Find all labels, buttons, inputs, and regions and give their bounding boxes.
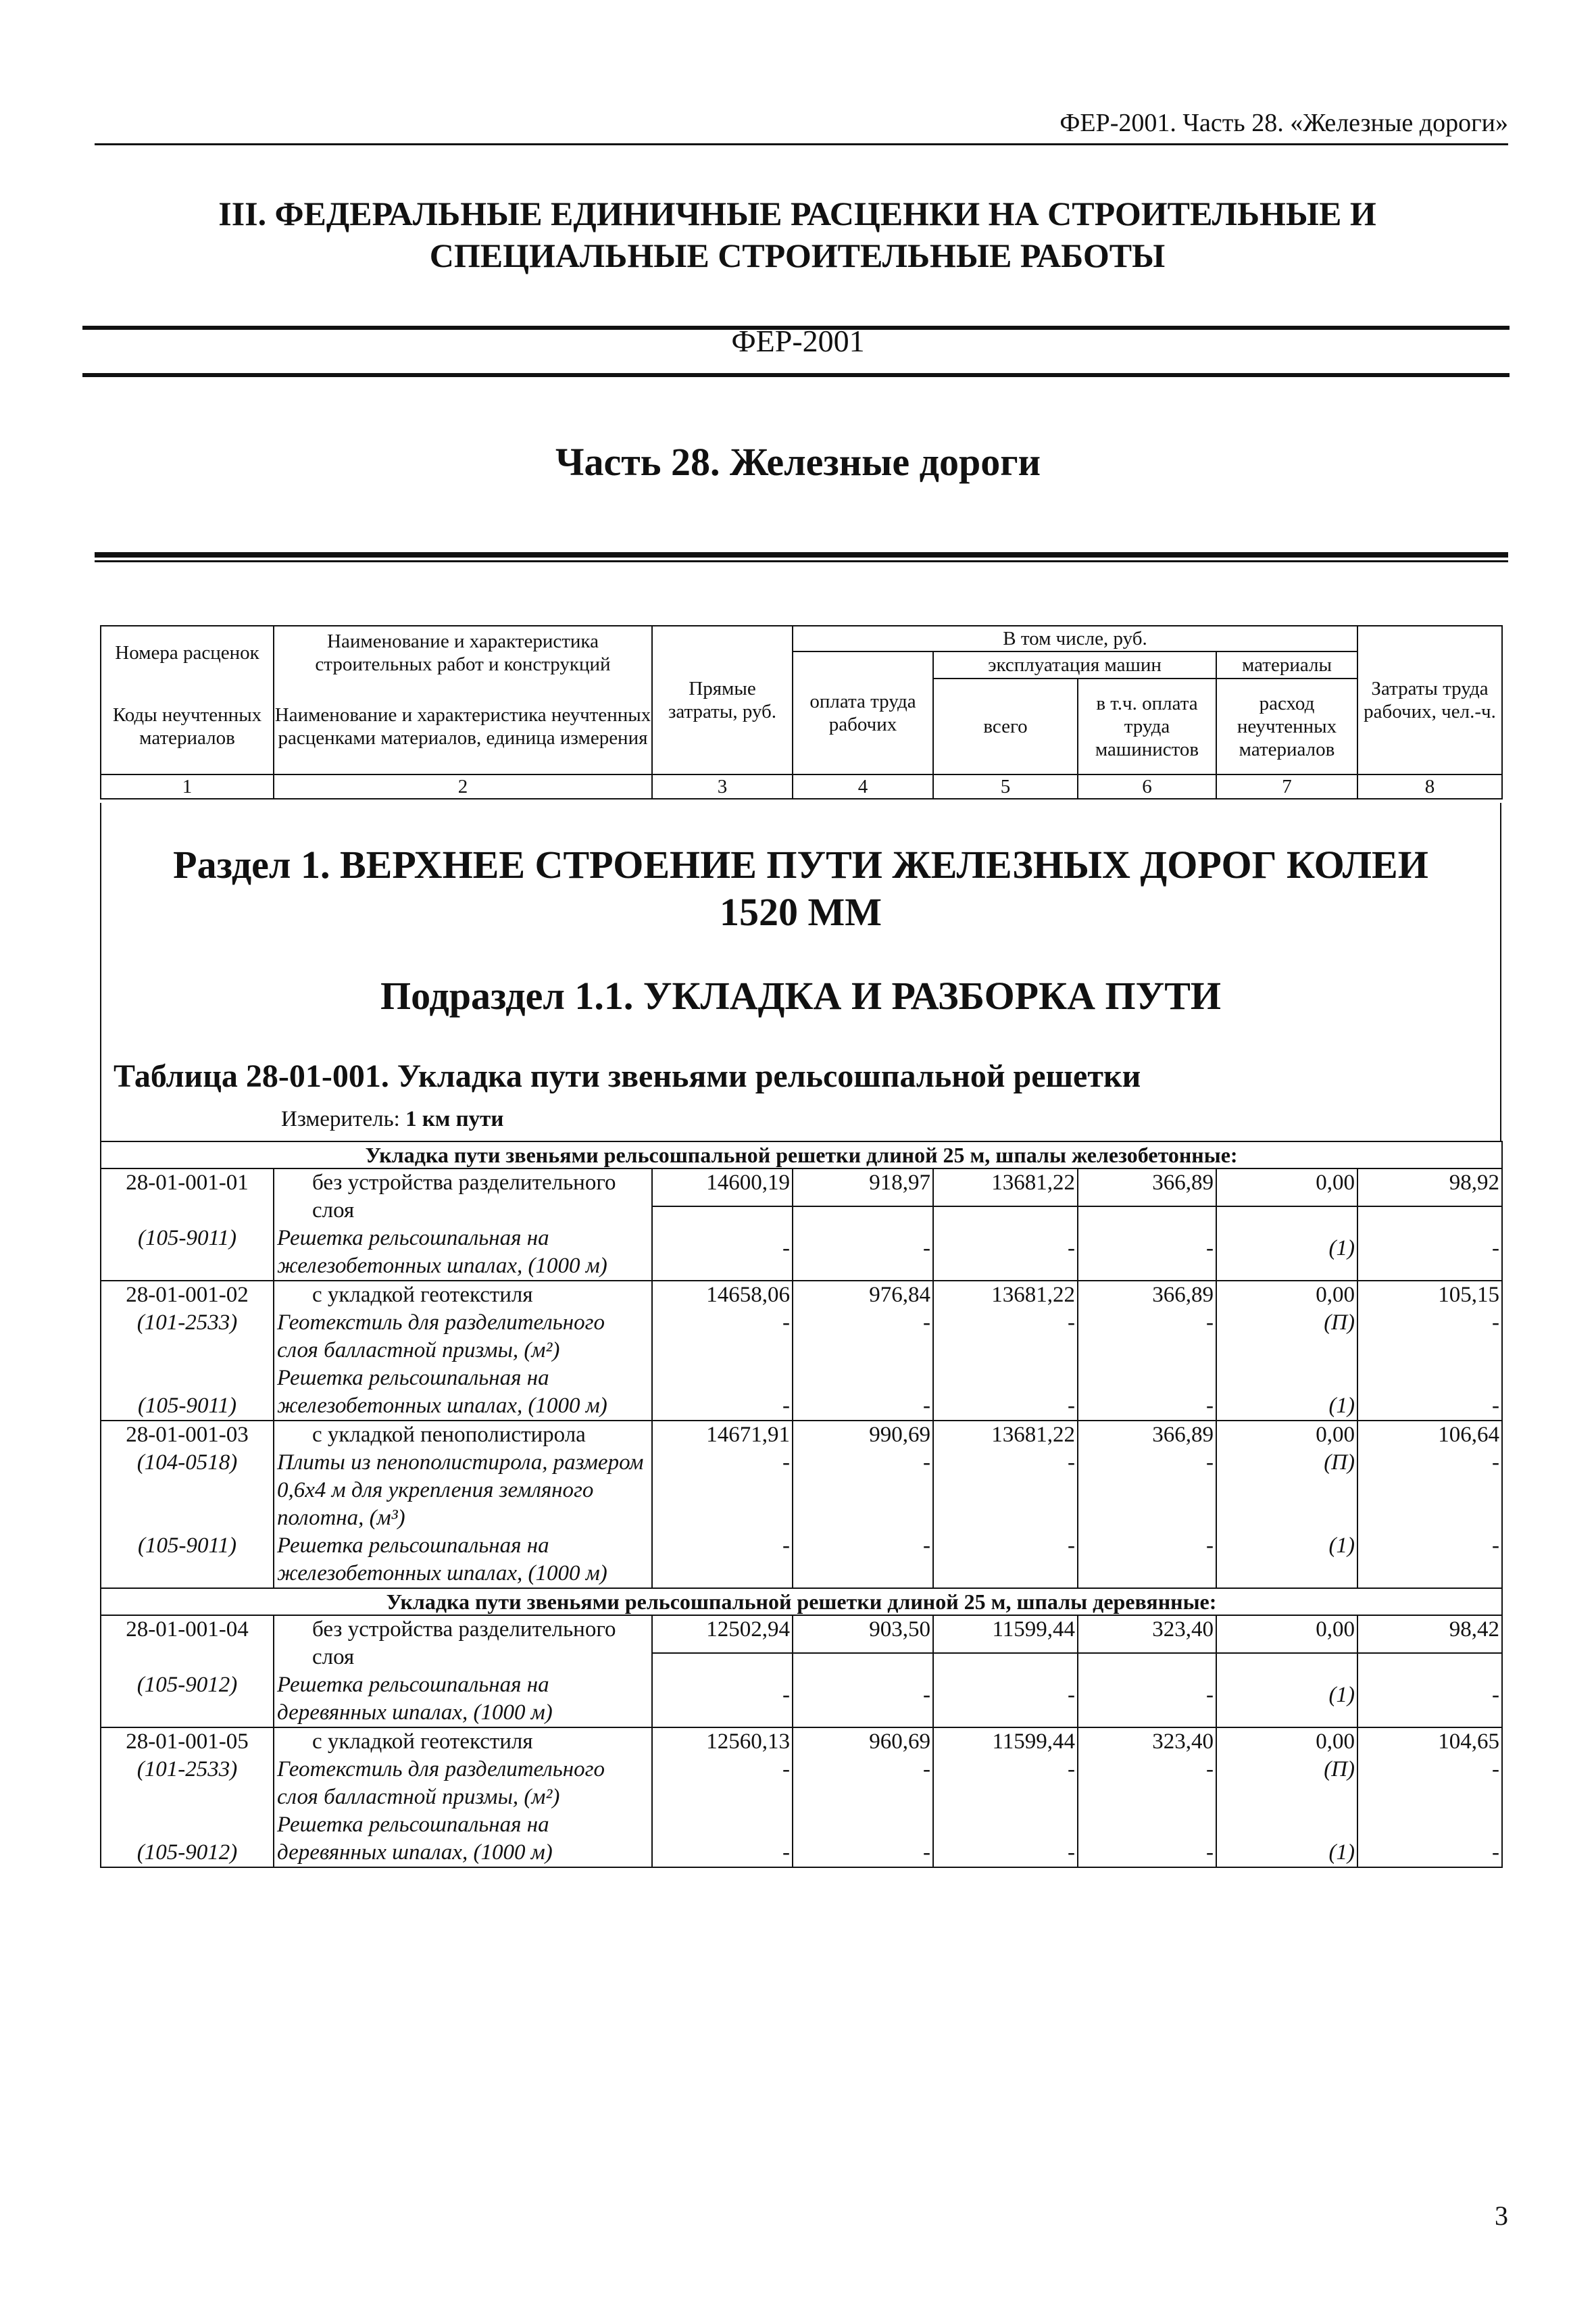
labor-hours-cell [1357, 1281, 1502, 1421]
material-cell: - [1068, 1840, 1075, 1865]
material-cell: - [782, 1310, 790, 1335]
material-cell: (П) [1324, 1757, 1355, 1781]
material-cell: - [933, 1206, 1078, 1281]
material-cell: - [1492, 1840, 1500, 1865]
direct-costs-cell [652, 1281, 793, 1421]
machinist-pay: 366,89 [1152, 1283, 1214, 1307]
material-cell: - [782, 1450, 790, 1475]
hdr-machines: эксплуатация машин [933, 651, 1216, 679]
double-rule-thin [95, 560, 1508, 562]
material-cell: (П) [1324, 1310, 1355, 1335]
col-number: 2 [274, 774, 652, 799]
table-row [101, 1168, 1502, 1206]
worker-pay: 918,97 [793, 1168, 933, 1206]
material-cell: - [1206, 1394, 1214, 1418]
material-cell: - [1068, 1394, 1075, 1418]
material-cell: - [782, 1394, 790, 1418]
material-cell: - [1206, 1757, 1214, 1781]
hdr-work-name: Наименование и характеристика строительных работ и конструкций [274, 626, 652, 679]
hdr-machinist-pay: в т.ч. оплата труда машинистов [1078, 679, 1216, 774]
machinist-pay: 366,89 [1152, 1423, 1214, 1447]
worker-pay: 976,84 [869, 1283, 930, 1307]
rate-name: без устройства разделительного слоя [312, 1171, 616, 1223]
unit-label [281, 1107, 503, 1132]
col-number: 1 [101, 774, 274, 799]
rate-code: 28-01-001-01 [126, 1171, 249, 1195]
material-cell: - [1068, 1533, 1075, 1558]
machines-total-cell [933, 1421, 1078, 1588]
description-cell [274, 1727, 652, 1867]
hdr-including: В том числе, руб. [793, 626, 1357, 651]
material-cell: - [1206, 1310, 1214, 1335]
worker-pay-cell [793, 1421, 933, 1588]
hdr-labor-hours: Затраты труда рабочих, чел.-ч. [1357, 626, 1502, 774]
rate-code-cell [101, 1168, 274, 1281]
description-cell [274, 1615, 652, 1727]
material-cell: - [1206, 1840, 1214, 1865]
machines-total-cell [933, 1281, 1078, 1421]
direct-costs-cell [652, 1421, 793, 1588]
materials: 0,00 [1216, 1615, 1357, 1653]
hdr-unaccounted-materials: расход неучтенных материалов [1216, 679, 1357, 774]
description-cell [274, 1421, 652, 1588]
razdel-title-line2: 1520 ММ [720, 890, 882, 934]
worker-pay: 960,69 [869, 1729, 930, 1754]
material-cell: - [782, 1533, 790, 1558]
material-cell: (1) [1328, 1840, 1355, 1865]
rate-code: 28-01-001-04 [126, 1617, 249, 1642]
podrazdel-title: Подраздел 1.1. УКЛАДКА И РАЗБОРКА ПУТИ [380, 974, 1222, 1018]
material-cell: - [1068, 1757, 1075, 1781]
part-title: Часть 28. Железные дороги [555, 440, 1041, 484]
materials: 0,00 [1216, 1168, 1357, 1206]
machinist-pay-cell [1078, 1421, 1216, 1588]
material-cell: (1) [1216, 1206, 1357, 1281]
hdr-machines-total: всего [933, 679, 1078, 774]
material-cell: - [1078, 1653, 1216, 1727]
rate-code: 28-01-001-03 [126, 1423, 249, 1447]
materials: 0,00 [1316, 1729, 1355, 1754]
material-cell: - [933, 1653, 1078, 1727]
rate-code-cell [101, 1727, 274, 1867]
material-code: (101-2533) [136, 1310, 238, 1335]
rate-code-cell [101, 1281, 274, 1421]
razdel-title-line1: Раздел 1. ВЕРХНЕЕ СТРОЕНИЕ ПУТИ ЖЕЛЕЗНЫХ ДОРОГ КОЛЕИ [173, 843, 1428, 887]
rate-name: с укладкой геотекстиля [312, 1283, 533, 1307]
col-number: 8 [1357, 774, 1502, 799]
material-name: Решетка рельсошпальная на деревянных шпалах, (1000 м) [277, 1673, 553, 1725]
direct-costs: 14671,91 [706, 1423, 790, 1447]
material-cell: - [652, 1653, 793, 1727]
material-code: (105-9011) [137, 1394, 237, 1418]
col-number: 6 [1078, 774, 1216, 799]
rate-code-cell [101, 1615, 274, 1727]
material-cell: - [1492, 1533, 1500, 1558]
rate-name: без устройства разделительного слоя [312, 1617, 616, 1669]
material-cell: (1) [1216, 1653, 1357, 1727]
material-code: (105-9012) [136, 1840, 238, 1865]
section-title-line2: СПЕЦИАЛЬНЫЕ СТРОИТЕЛЬНЫЕ РАБОТЫ [429, 237, 1166, 274]
hdr-direct-costs: Прямые затраты, руб. [652, 626, 793, 774]
machinist-pay: 323,40 [1078, 1615, 1216, 1653]
machines-total: 13681,22 [991, 1423, 1075, 1447]
material-cell: - [782, 1757, 790, 1781]
material-cell: - [923, 1394, 930, 1418]
material-name: Решетка рельсошпальная на деревянных шпалах, (1000 м) [277, 1813, 553, 1865]
material-cell: - [1357, 1206, 1502, 1281]
material-cell: - [1492, 1394, 1500, 1418]
machines-total-cell [933, 1727, 1078, 1867]
section-title-line1: III. ФЕДЕРАЛЬНЫЕ ЕДИНИЧНЫЕ РАСЦЕНКИ НА СТРОИТЕЛЬНЫЕ И [218, 195, 1376, 232]
series-rule-bottom [82, 373, 1510, 377]
col-number: 3 [652, 774, 793, 799]
description-cell [274, 1281, 652, 1421]
hdr-materials: материалы [1216, 651, 1357, 679]
hdr-material-names: Наименование и характеристика неучтенных расценками материалов, единица измерения [274, 679, 652, 774]
labor-hours: 104,65 [1438, 1729, 1500, 1754]
direct-costs: 14658,06 [706, 1283, 790, 1307]
material-cell: - [923, 1450, 930, 1475]
section-title [95, 193, 1500, 276]
material-cell: - [1068, 1310, 1075, 1335]
hdr-material-codes: Коды неучтенных материалов [101, 679, 274, 774]
material-cell: - [793, 1206, 933, 1281]
direct-costs: 14600,19 [652, 1168, 793, 1206]
materials-cell [1216, 1281, 1357, 1421]
material-cell: - [1078, 1206, 1216, 1281]
table-title: Таблица 28-01-001. Укладка пути звеньями рельсошпальной решетки [114, 1058, 1141, 1094]
material-cell: - [652, 1206, 793, 1281]
material-cell: - [1492, 1450, 1500, 1475]
rate-name: с укладкой геотекстиля [312, 1729, 533, 1754]
machines-total: 13681,22 [933, 1168, 1078, 1206]
material-code: (105-9011) [137, 1226, 237, 1250]
machinist-pay: 366,89 [1078, 1168, 1216, 1206]
material-cell: - [1492, 1310, 1500, 1335]
col-number: 7 [1216, 774, 1357, 799]
material-name: Решетка рельсошпальная на железобетонных шпалах, (1000 м) [277, 1366, 607, 1418]
worker-pay: 990,69 [869, 1423, 930, 1447]
description-cell [274, 1168, 652, 1281]
machinist-pay-cell [1078, 1727, 1216, 1867]
unit-value: 1 км пути [405, 1107, 504, 1131]
materials-cell [1216, 1421, 1357, 1588]
material-cell: - [1206, 1533, 1214, 1558]
direct-costs: 12502,94 [652, 1615, 793, 1653]
razdel-title [100, 841, 1501, 936]
hdr-worker-pay: оплата труда рабочих [793, 651, 933, 774]
machinist-pay: 323,40 [1152, 1729, 1214, 1754]
rate-code: 28-01-001-02 [126, 1283, 249, 1307]
material-cell: - [782, 1840, 790, 1865]
material-code: (105-9011) [137, 1533, 237, 1558]
col-number: 5 [933, 774, 1078, 799]
material-cell: - [923, 1533, 930, 1558]
rate-name: с укладкой пенополистирола [312, 1423, 586, 1447]
section-heading-block [100, 804, 1501, 1141]
unit-prefix: Измеритель: [281, 1107, 406, 1131]
material-cell: - [793, 1653, 933, 1727]
material-cell: - [923, 1840, 930, 1865]
subheader-concrete-sleepers: Укладка пути звеньями рельсошпальной решетки длиной 25 м, шпалы железобетонные: [101, 1141, 1502, 1168]
page-number: 3 [1495, 2200, 1508, 2231]
labor-hours: 98,92 [1357, 1168, 1502, 1206]
material-cell: - [1357, 1653, 1502, 1727]
worker-pay-cell [793, 1281, 933, 1421]
material-cell: - [1492, 1757, 1500, 1781]
material-cell: - [923, 1310, 930, 1335]
column-header-table [100, 625, 1503, 799]
material-cell: (П) [1324, 1450, 1355, 1475]
material-name: Решетка рельсошпальная на железобетонных шпалах, (1000 м) [277, 1533, 607, 1585]
material-code: (105-9012) [136, 1673, 238, 1697]
rates-table [100, 1141, 1503, 1868]
labor-hours-cell [1357, 1727, 1502, 1867]
series-label: ФЕР-2001 [731, 324, 865, 358]
machines-total: 11599,44 [933, 1615, 1078, 1653]
direct-costs-cell [652, 1727, 793, 1867]
material-cell: (1) [1328, 1533, 1355, 1558]
col-number: 4 [793, 774, 933, 799]
material-cell: (1) [1328, 1394, 1355, 1418]
direct-costs: 12560,13 [706, 1729, 790, 1754]
labor-hours: 106,64 [1438, 1423, 1500, 1447]
machinist-pay-cell [1078, 1281, 1216, 1421]
material-cell: - [1068, 1450, 1075, 1475]
table-row [101, 1421, 1502, 1588]
rate-code-cell [101, 1421, 274, 1588]
table-row [101, 1615, 1502, 1653]
labor-hours: 105,15 [1438, 1283, 1500, 1307]
worker-pay: 903,50 [793, 1615, 933, 1653]
double-rule-thick [95, 552, 1508, 558]
materials: 0,00 [1316, 1423, 1355, 1447]
column-number-row [101, 774, 1502, 799]
running-header: ФЕР-2001. Часть 28. «Железные дороги» [1059, 109, 1508, 137]
material-name: Геотекстиль для разделительного слоя балластной призмы, (м²) [277, 1310, 605, 1362]
subheader-wooden-sleepers: Укладка пути звеньями рельсошпальной решетки длиной 25 м, шпалы деревянные: [101, 1588, 1502, 1615]
material-code: (104-0518) [136, 1450, 238, 1475]
material-name: Плиты из пенополистирола, размером 0,6х4 м для укрепления земляного полотна, (м³) [277, 1450, 644, 1530]
material-name: Решетка рельсошпальная на железобетонных шпалах, (1000 м) [277, 1226, 607, 1278]
table-row [101, 1281, 1502, 1421]
material-cell: - [1206, 1450, 1214, 1475]
materials-cell [1216, 1727, 1357, 1867]
materials: 0,00 [1316, 1283, 1355, 1307]
machines-total: 11599,44 [992, 1729, 1075, 1754]
material-cell: - [923, 1757, 930, 1781]
material-code: (101-2533) [136, 1757, 238, 1781]
hdr-rate-number: Номера расценок [101, 626, 274, 679]
worker-pay-cell [793, 1727, 933, 1867]
labor-hours-cell [1357, 1421, 1502, 1588]
table-row [101, 1727, 1502, 1867]
machines-total: 13681,22 [991, 1283, 1075, 1307]
rate-code: 28-01-001-05 [126, 1729, 249, 1754]
material-name: Геотекстиль для разделительного слоя балластной призмы, (м²) [277, 1757, 605, 1809]
header-rule [95, 143, 1508, 145]
labor-hours: 98,42 [1357, 1615, 1502, 1653]
